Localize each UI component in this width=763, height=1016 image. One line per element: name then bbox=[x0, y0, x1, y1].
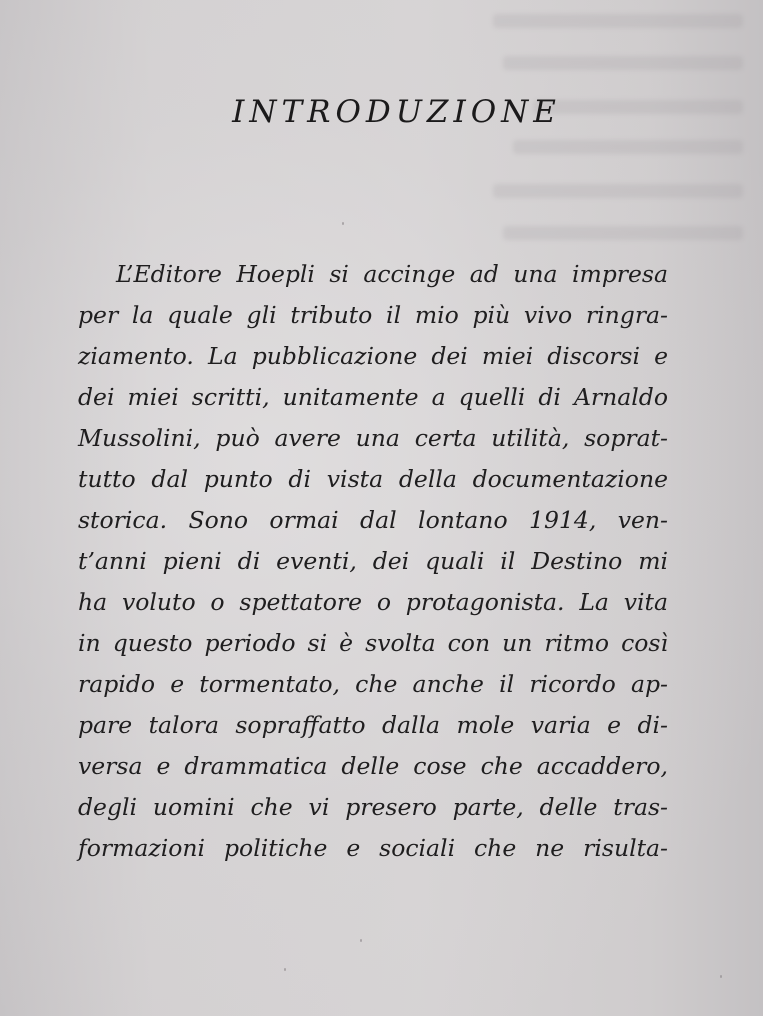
text-line: L’Editore Hoepli si accinge ad una impresa bbox=[116, 260, 668, 288]
text-line: per la quale gli tributo il mio più vivo ringra- bbox=[78, 301, 668, 329]
text-line: Mussolini, può avere una certa utilità, soprat- bbox=[78, 424, 668, 452]
text-line: tutto dal punto di vista della documentazione bbox=[78, 465, 668, 493]
text-line: ha voluto o spettatore o protagonista. La vita bbox=[78, 588, 668, 616]
text-line: dei miei scritti, unitamente a quelli di Arnaldo bbox=[78, 383, 668, 411]
text-line: in questo periodo si è svolta con un ritmo così bbox=[78, 629, 668, 657]
text-line: pare talora sopraffatto dalla mole varia e di- bbox=[78, 711, 668, 739]
text-line: t’anni pieni di eventi, dei quali il Destino mi bbox=[78, 547, 668, 575]
paper-speck bbox=[360, 939, 362, 942]
paper-speck bbox=[720, 975, 722, 978]
text-line: degli uomini che vi presero parte, delle tras- bbox=[78, 793, 668, 821]
paper-speck bbox=[284, 968, 286, 971]
show-through-text bbox=[0, 0, 763, 260]
paper-speck bbox=[342, 222, 344, 225]
text-line: versa e drammatica delle cose che accaddero, bbox=[78, 752, 668, 780]
text-line: storica. Sono ormai dal lontano 1914, ven- bbox=[78, 506, 668, 534]
page-title: INTRODUZIONE bbox=[232, 94, 561, 130]
text-line: ziamento. La pubblicazione dei miei discorsi e bbox=[78, 342, 668, 370]
text-line: rapido e tormentato, che anche il ricordo ap- bbox=[78, 670, 668, 698]
introduction-paragraph bbox=[78, 254, 668, 869]
text-line: formazioni politiche e sociali che ne risulta- bbox=[78, 834, 668, 862]
